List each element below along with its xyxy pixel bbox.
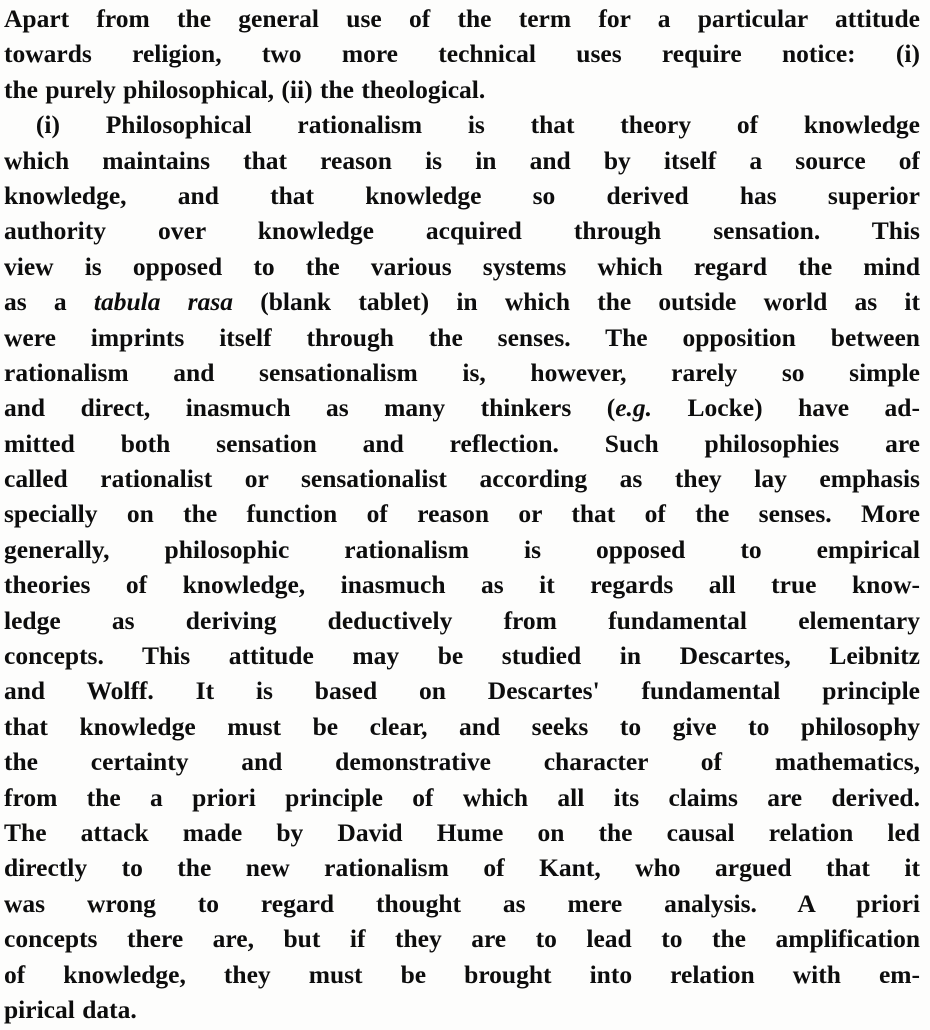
- text-segment: towards religion, two more technical uses require notice: (i): [4, 39, 920, 69]
- text-segment: ledge as deriving deductively from fundamental elementary: [4, 605, 920, 635]
- text-segment: rationalism and sensationalism is, however, rarely so simple: [4, 357, 920, 387]
- text-line: [4, 780, 920, 815]
- text-segment: as a: [4, 287, 94, 317]
- italic-text-segment: tabula rasa: [93, 287, 234, 317]
- text-segment: specially on the function of reason or that of the senses. More: [4, 499, 920, 529]
- text-line: [4, 72, 920, 107]
- text-line: [4, 178, 920, 213]
- text-segment: concepts there are, but if they are to lead to the amplification: [4, 924, 920, 954]
- text-line: [4, 638, 920, 673]
- text-segment: (i) Philosophical rationalism is that theory of knowledge: [35, 110, 920, 140]
- text-line: [4, 603, 920, 638]
- text-segment: from the a priori principle of which all its claims are derived.: [4, 782, 920, 812]
- text-segment: and direct, inasmuch as many thinkers (: [4, 393, 616, 423]
- text-line: [4, 921, 920, 956]
- text-segment: The attack made by David Hume on the causal relation led: [4, 817, 920, 847]
- text-segment: Locke) have ad-: [652, 393, 920, 423]
- text-line: [4, 213, 920, 248]
- text-segment: which maintains that reason is in and by itself a source of: [4, 145, 920, 175]
- text-segment: and Wolff. It is based on Descartes' fundamental principle: [4, 676, 920, 706]
- text-segment: that knowledge must be clear, and seeks to give to philosophy: [4, 711, 920, 741]
- text-line: [4, 744, 920, 779]
- text-line: [4, 850, 920, 885]
- text-segment: Apart from the general use of the term for a particular attitude: [4, 4, 920, 33]
- text-segment: concepts. This attitude may be studied in Descartes, Leibnitz: [4, 641, 920, 671]
- text-segment: was wrong to regard thought as mere analysis. A priori: [4, 888, 920, 918]
- text-segment: mitted both sensation and reflection. Such philosophies are: [4, 428, 920, 458]
- text-segment: called rationalist or sensationalist according as they lay emphasis: [4, 464, 920, 494]
- text-line: [4, 886, 920, 921]
- text-line: [4, 992, 920, 1027]
- text-line: [4, 355, 920, 390]
- text-line: [4, 36, 920, 71]
- text-segment: the purely philosophical, (ii) the theological.: [4, 74, 486, 104]
- text-segment: of knowledge, they must be brought into relation with em-: [4, 959, 920, 989]
- text-segment: the certainty and demonstrative character of mathematics,: [4, 747, 920, 777]
- text-line: [4, 461, 920, 496]
- text-line: [4, 1, 920, 36]
- text-line: [4, 496, 920, 531]
- text-segment: knowledge, and that knowledge so derived has superior: [4, 180, 920, 210]
- text-line: [4, 567, 920, 602]
- text-line: [4, 532, 920, 567]
- italic-text-segment: e.g.: [615, 393, 653, 423]
- text-segment: directly to the new rationalism of Kant, who argued that it: [4, 853, 920, 883]
- text-line: [4, 390, 920, 425]
- text-line: [4, 815, 920, 850]
- text-segment: view is opposed to the various systems which regard the mind: [4, 251, 920, 281]
- text-segment: generally, philosophic rationalism is opposed to empirical: [4, 534, 920, 564]
- text-segment: (blank tablet) in which the outside world as it: [233, 287, 920, 317]
- text-segment: theories of knowledge, inasmuch as it regards all true know-: [4, 570, 920, 600]
- text-segment: pirical data.: [4, 994, 137, 1024]
- text-line: [4, 957, 920, 992]
- text-segment: were imprints itself through the senses. The opposition between: [4, 322, 920, 352]
- text-segment: authority over knowledge acquired through sensation. This: [4, 216, 920, 246]
- text-line: [4, 709, 920, 744]
- text-line: [4, 320, 920, 355]
- text-line: [4, 143, 920, 178]
- text-line: [4, 284, 920, 319]
- text-line: [4, 107, 920, 142]
- document-text: [4, 1, 920, 1027]
- text-line: [4, 426, 920, 461]
- text-line: [4, 249, 920, 284]
- text-line: [4, 673, 920, 708]
